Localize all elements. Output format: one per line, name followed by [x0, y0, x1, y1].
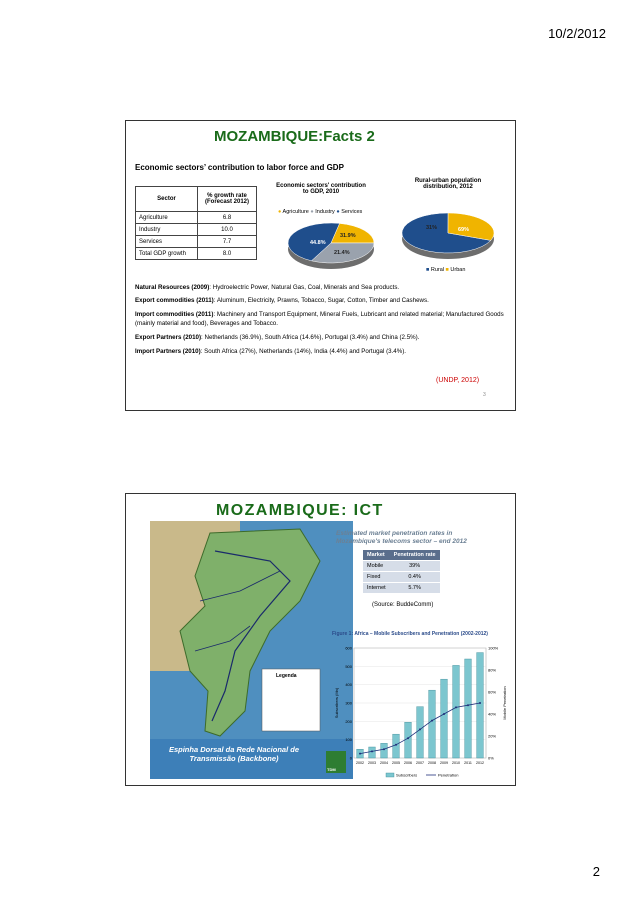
table-cell: 6.8 [198, 212, 257, 224]
x-tick-label: 2002 [356, 761, 364, 765]
fact-natural-resources [135, 283, 507, 292]
y-tick-label: 200 [345, 718, 352, 724]
table-header-cell: Penetration rate [390, 550, 440, 561]
map-legend-title: Legenda [276, 673, 297, 679]
penetration-point [395, 744, 397, 746]
x-tick-label: 2012 [476, 761, 484, 765]
fact-label: Export commodities (2011) [135, 297, 214, 304]
table-header-row [136, 187, 257, 212]
penetration-point [383, 748, 385, 750]
slide-facts [125, 120, 516, 411]
x-tick-label: 2006 [404, 761, 412, 765]
y2-tick-label: 40% [488, 711, 497, 717]
y2-tick-label: 0% [488, 755, 494, 761]
x-tick-label: 2005 [392, 761, 400, 765]
table-cell: Mobile [363, 561, 390, 572]
penetration-point [431, 720, 433, 722]
x-tick-label: 2011 [464, 761, 472, 765]
slide-title: MOZAMBIQUE: ICT [216, 502, 384, 519]
pie-label: 31% [426, 225, 438, 231]
fact-label: Import commodities (2011) [135, 311, 214, 318]
table-row [136, 248, 257, 260]
slide-title: MOZAMBIQUE:Facts 2 [214, 128, 375, 145]
table-row [136, 224, 257, 236]
pie-label: 69% [458, 227, 470, 233]
legend-label: Services [341, 209, 363, 215]
subscriber-bar [417, 707, 424, 758]
mobile-subscribers-chart [330, 640, 512, 782]
legend-dot: ■ [426, 267, 431, 273]
table-row [363, 572, 440, 583]
fact-label: Export Partners (2010) [135, 334, 202, 341]
penetration-point [467, 704, 469, 706]
table-row [136, 212, 257, 224]
table-cell: 7.7 [198, 236, 257, 248]
penetration-point [479, 702, 481, 704]
population-pie-legend [426, 267, 465, 273]
legend-dot: ● [278, 209, 283, 215]
subscriber-bar [381, 743, 388, 758]
x-tick-label: 2004 [380, 761, 388, 765]
telecom-penetration-title: Estimated market penetration rates in Mozambique's telecoms sector – end 2012 [336, 530, 467, 545]
table-cell: 39% [390, 561, 440, 572]
page-number: 2 [592, 864, 600, 879]
legend-label: Urban [450, 267, 466, 273]
fact-text: : Hydroelectric Power, Natural Gas, Coal, Minerals and Sea products. [209, 284, 400, 291]
table-cell: Total GDP growth [136, 248, 198, 260]
sector-growth-table [135, 186, 257, 260]
legend-label: Penetration [438, 772, 459, 778]
table-cell: Agriculture [136, 212, 198, 224]
subscriber-bar [429, 690, 436, 758]
legend-dot: ■ [445, 267, 451, 273]
fact-import-commodities [135, 310, 507, 328]
legend-swatch-subscribers [386, 773, 394, 777]
fact-text: : Aluminum, Electricity, Prawns, Tobacco, Sugar, Cotton, Timber and Cashews. [213, 297, 429, 304]
subscriber-bar [453, 665, 460, 758]
subscriber-bar [405, 722, 412, 758]
legend-dot: ● [336, 209, 342, 215]
legend-dot: ● [310, 209, 316, 215]
gdp-pie-chart [284, 217, 378, 273]
tdm-logo: TDM [327, 767, 336, 772]
penetration-point [455, 706, 457, 708]
y-tick-label: 500 [345, 663, 352, 669]
table-row [363, 561, 440, 572]
gdp-pie-title: Economic sectors' contribution to GDP, 2010 [276, 183, 366, 195]
figure-title: Figure 1: Africa – Mobile Subscribers and Penetration (2002-2012) [332, 631, 488, 637]
x-tick-label: 2009 [440, 761, 448, 765]
population-pie-title: Rural-urban population distribution, 2012 [414, 178, 482, 190]
y-tick-label: 0 [349, 755, 352, 761]
pie-label: 31.9% [340, 233, 356, 239]
fact-export-partners [135, 333, 507, 342]
legend-label: Rural [430, 267, 445, 273]
subscriber-bar [465, 659, 472, 758]
y-tick-label: 100 [345, 737, 352, 743]
pie-label: 21.4% [334, 250, 350, 256]
source-citation: (UNDP, 2012) [436, 377, 480, 384]
table-cell: 0.4% [390, 572, 440, 583]
legend-label: Industry [315, 209, 335, 215]
fact-text: : Netherlands (36.9%), South Africa (14.6%), Portugal (3.4%) and China (2.5%). [201, 334, 420, 341]
fact-import-partners [135, 347, 507, 356]
table-cell: 8.0 [198, 248, 257, 260]
fact-text: : Machinery and Transport Equipment, Mineral Fuels, Lubricant and related material; Manufactured Goods (mainly material and food), Beverages and Tobacco. [135, 311, 504, 327]
table-cell: 10.0 [198, 224, 257, 236]
subscriber-bar [477, 653, 484, 758]
x-tick-label: 2003 [368, 761, 376, 765]
population-pie-chart [396, 209, 500, 265]
penetration-source: (Source: BuddeComm) [372, 602, 434, 608]
y-tick-label: 300 [345, 700, 352, 706]
table-header-cell: Sector [136, 187, 198, 212]
fact-text: : South Africa (27%), Netherlands (14%), India (4.4%) and Portugal (3.4%). [200, 348, 407, 355]
x-tick-label: 2008 [428, 761, 436, 765]
table-header-cell: % growth rate (Forecast 2012) [198, 187, 257, 212]
penetration-point [371, 750, 373, 752]
y-axis-label: Subscribers (Mn) [334, 687, 339, 719]
x-tick-label: 2007 [416, 761, 424, 765]
y2-tick-label: 20% [488, 733, 497, 739]
table-cell: Fixed [363, 572, 390, 583]
y2-axis-label: Mobile Penetration [502, 686, 507, 720]
fact-export-commodities [135, 296, 507, 305]
x-tick-label: 2010 [452, 761, 460, 765]
y-tick-label: 400 [345, 682, 352, 688]
subscriber-bar [369, 747, 376, 758]
fact-label: Natural Resources (2009) [135, 284, 210, 291]
table-row [136, 236, 257, 248]
fact-label: Import Partners (2010) [135, 348, 201, 355]
gdp-pie-legend [278, 209, 362, 215]
slide-number: 3 [483, 392, 486, 398]
slide-ict [125, 493, 516, 786]
pie-label: 44.8% [310, 240, 326, 246]
backbone-map [150, 521, 353, 779]
table-header-cell: Market [363, 550, 390, 561]
table-row [363, 583, 440, 594]
map-caption: Espinha Dorsal da Rede Nacional de Transmissão (Backbone) [168, 745, 300, 763]
table-cell: Services [136, 236, 198, 248]
legend-label: Subscribers [396, 772, 418, 778]
y2-tick-label: 60% [488, 689, 497, 695]
penetration-point [443, 713, 445, 715]
y-tick-label: 600 [345, 645, 352, 651]
table-cell: Internet [363, 583, 390, 594]
table-header-row [363, 550, 440, 561]
y2-tick-label: 100% [488, 645, 499, 651]
penetration-point [359, 753, 361, 755]
subscriber-bar [441, 679, 448, 758]
slide-subtitle: Economic sectors’ contribution to labor force and GDP [135, 163, 344, 172]
map-illustration [150, 521, 353, 779]
legend-label: Agriculture [282, 209, 309, 215]
header-date: 10/2/2012 [548, 26, 606, 41]
table-cell: Industry [136, 224, 198, 236]
penetration-table [363, 550, 440, 594]
y2-tick-label: 80% [488, 667, 497, 673]
penetration-point [407, 737, 409, 739]
penetration-point [419, 728, 421, 730]
table-cell: 5.7% [390, 583, 440, 594]
